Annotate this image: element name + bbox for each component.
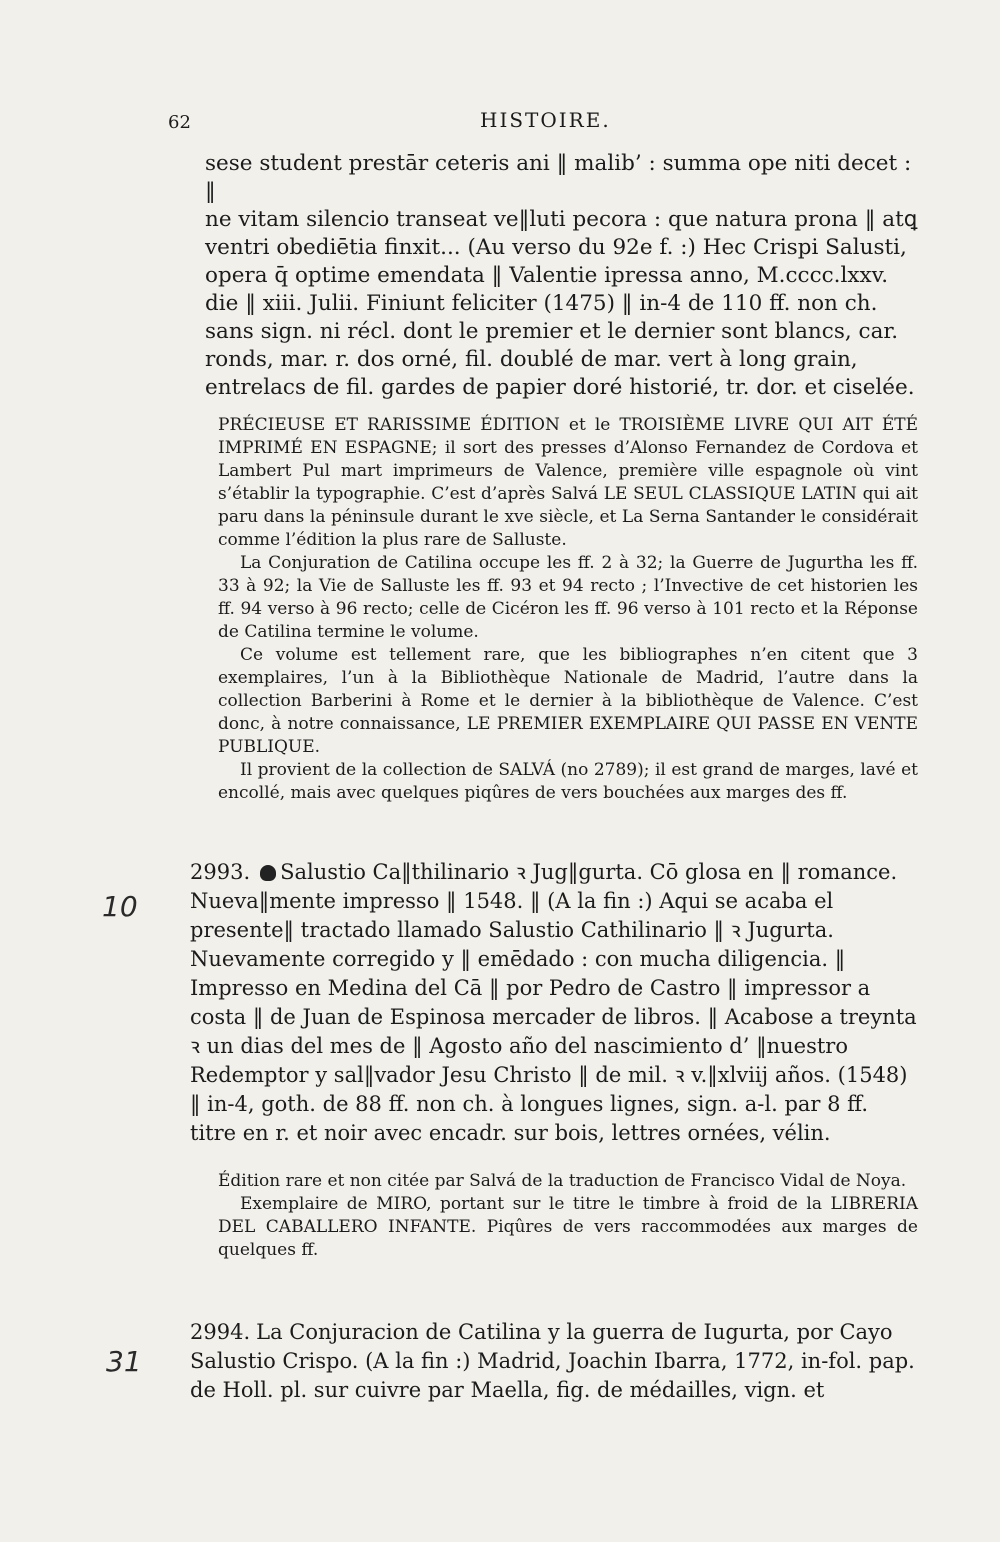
- text-line: sese student prestār ceteris ani ‖ malib’ : summa ope niti decet : ‖: [205, 151, 912, 204]
- note-paragraph: La Conjuration de Catilina occupe les ff. 2 à 32; la Guerre de Jugurtha les ff. 33 à 92; la Vie de Salluste les ff. 93 et 94 recto ; l’Invective de cet historien les ff. 94 verso à 96 recto; celle de Cicéron les ff. 96 verso à 101 recto et la Réponse de Catilina termine le volume.: [218, 553, 918, 642]
- text-line: die ‖ xiii. Julii. Finiunt feliciter (1475) ‖ in-4 de 110 ff. non ch.: [205, 291, 878, 316]
- entry-text: La Conjuracion de Catilina y la guerra de Iugurta, por Cayo Salustio Crispo. (A la fin :) Madrid, Joachin Ibarra, 1772, in-fol. pap. de Holl. pl. sur cuivre par Maella, fig. de médailles, vign. et: [190, 1320, 915, 1402]
- running-head: HISTOIRE.: [480, 108, 611, 132]
- margin-annotation: 31: [106, 1345, 142, 1378]
- entry-number: 2993.: [190, 860, 251, 884]
- text-line: sans sign. ni récl. dont le premier et le dernier sont blancs, car.: [205, 319, 899, 344]
- note-block-2: [218, 1170, 918, 1262]
- note-paragraph: Il provient de la collection de SALVÁ (no 2789); il est grand de marges, lavé et encollé, mais avec quelques piqûres de vers bouchées aux marges des ff.: [218, 760, 918, 803]
- note-block-1: [218, 414, 918, 805]
- entry-2993: [190, 858, 920, 1148]
- entry-2994: [190, 1318, 920, 1405]
- text-line: ventri obediētia finxit... (Au verso du 92e f. :) Hec Crispi Salusti,: [205, 235, 907, 260]
- note-paragraph: Édition rare et non citée par Salvá de la traduction de Francisco Vidal de Noya.: [218, 1171, 907, 1191]
- page-number: 62: [168, 112, 191, 133]
- note-paragraph: Ce volume est tellement rare, que les bibliographes n’en citent que 3 exemplaires, l’un à la Bibliothèque Nationale de Madrid, l’autre dans la collection Barberini à Rome et le dernier à la bibliothèque de Valence. C’est donc, à notre connaissance, LE PREMIER EXEMPLAIRE QUI PASSE EN VENTE PUBLIQUE.: [218, 645, 918, 757]
- text-line: opera q̄ optime emendata ‖ Valentie ipressa anno, M.cccc.lxxv.: [205, 263, 889, 288]
- text-line: ne vitam silencio transeat ve‖luti pecora : que natura prona ‖ atꝗ: [205, 207, 918, 232]
- opening-text: [205, 150, 920, 402]
- text-line: ronds, mar. r. dos orné, fil. doublé de mar. vert à long grain,: [205, 347, 858, 372]
- note-paragraph: Exemplaire de MIRO, portant sur le titre le timbre à froid de la LIBRERIA DEL CABALLERO INFANTE. Piqûres de vers raccommodées aux marges de quelques ff.: [218, 1194, 918, 1260]
- note-paragraph: PRÉCIEUSE ET RARISSIME ÉDITION et le TROISIÈME LIVRE QUI AIT ÉTÉ IMPRIMÉ EN ESPAGNE; il sort des presses d’Alonso Fernandez de Cordova et Lambert Pul mart imprimeurs de Valence, première ville espagnole où vint s’établir la typographie. C’est d’après Salvá LE SEUL CLASSIQUE LATIN qui ait paru dans la péninsule durant le xve siècle, et La Serna Santander le considérait comme l’édition la plus rare de Salluste.: [218, 415, 918, 550]
- printers-mark-icon: [260, 865, 276, 881]
- page-header: [0, 108, 1000, 138]
- margin-annotation: 10: [102, 890, 138, 923]
- text-line: entrelacs de fil. gardes de papier doré historié, tr. dor. et ciselée.: [205, 375, 915, 400]
- entry-number: 2994.: [190, 1320, 251, 1344]
- entry-text: Salustio Ca‖thilinario ꝛ Jug‖gurta. Cō glosa en ‖ romance. Nueva‖mente impresso ‖ 1548. ‖ (A la fin :) Aqui se acaba el presente‖ tractado llamado Salustio Cathilinario ‖ ꝛ Jugurta. Nuevamente corregido y ‖ emēdado : con mucha diligencia. ‖ Impresso en Medina del Cā ‖ por Pedro de Castro ‖ impressor a costa ‖ de Juan de Espinosa mercader de libros. ‖ Acabose a treynta ꝛ un dias del mes de ‖ Agosto año del nascimiento d’ ‖nuestro Redemptor y sal‖vador Jesu Christo ‖ de mil. ꝛ v.‖xlviij años. (1548) ‖ in-4, goth. de 88 ff. non ch. à longues lignes, sign. a-l. par 8 ff. titre en r. et noir avec encadr. sur bois, lettres ornées, vélin.: [190, 860, 917, 1145]
